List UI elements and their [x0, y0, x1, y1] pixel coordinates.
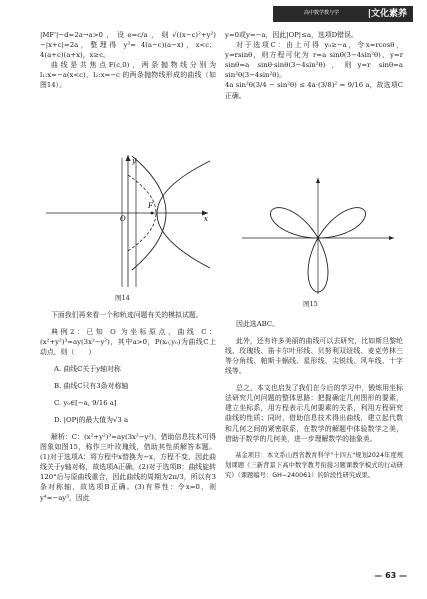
left-paragraph: 下面我们再来看一个和轨迹问题有关的模拟试题。 [51, 310, 203, 319]
option-c: C. y₀∈[−a, 9/16 a] [54, 399, 117, 408]
left-paragraph: |MF'|−d=2a→a>0，设e=c/a，则√((x−c)²+y²)−|x+c|=2a，整理得 y²= 4(a−c)(a−x)，x<c； 4(a+c)(a+x)，x≥c。 [40, 31, 216, 60]
left-column-bottom [40, 303, 216, 510]
axis-label-y: y [132, 157, 136, 165]
left-paragraph: 曲线是共焦点F(c,0)，两条抛物线分别为 l₁:x=−a(x<c)，l₂:x=−c 的两条抛物线形成的曲线（如图14）。 [40, 61, 216, 90]
header-title: |文化素养 [367, 9, 407, 19]
example-statement: 典例2：已知 O 为坐标原点，曲线 C：(x²+y²)³=ay(3x²−y²)，其中a>0，P(x₀,y₀)为曲线C上动点，则（ ） [40, 327, 216, 357]
fund-note: 基金项目：本文系山西省教育科学"十四五"规划2024年度规划课题《三新背景下高中数学教考衔接习题课教学模式的行动研究》（课题编号：GH−240061）的阶段性研究成果。 [225, 451, 403, 479]
axis-label-x: x [204, 215, 208, 223]
right-paragraph: 此外，还有许多美丽的曲线可以去研究，比如斯旦黎纶线、玫瑰线、笛卡尔叶形线、贝努利双纽线、麦克劳林三等分角线、帕斯卡蜗线、星形线、尖锐线、风车线、十字线等。 [225, 336, 403, 376]
figure-15-caption: 图15 [303, 300, 318, 308]
summary-paragraph: 总之，本文也启发了我们在今后的学习中，锻炼用坐标法研究几何问题的整体思路：把握确定几何图形的要素，建立坐标系，用方程表示几何要素的关系，利用方程研究曲线的性质；同时，借助信息技术得出曲线，建立起代数和几何之间的紧密联系，在数学的解题中体验数学之美，借助于数学的几何美，进一步理解数学的抽象美。 [225, 384, 403, 443]
right-column-bottom [225, 312, 403, 487]
figure-14 [44, 153, 212, 289]
page-number: — 63 — [374, 571, 407, 580]
right-paragraph: y=0或y=−a，因此|OP|≤a，选项D错误。 [225, 31, 358, 39]
figure-15 [238, 176, 398, 296]
focus-point [151, 212, 154, 215]
y-axis-arrow [316, 178, 320, 183]
origin-label: O [120, 215, 126, 223]
option-d: D. |OP|的最大值为√3 a [54, 416, 129, 424]
figure-14-caption: 图14 [115, 294, 130, 302]
y-axis-arrow [126, 155, 131, 161]
solution-paragraph: 解析：C：(x²+y²)³=ay(3x²−y²)，借助信息技术可得图象如图15，称作三叶玫瑰线，借助其性质解答本题。(1)对于选项A：将方程中x替换为−x，方程不变，因此曲线关于y轴对称，故选项A正确。(2)对于选项B：曲线旋转120°后与原曲线重合，因此曲线的周期为2π/3，所以有3条对称轴，故选项B正确。(3)有界性：令x=0，则y⁴=−ay³，因此 [40, 432, 216, 502]
x-axis-arrow [389, 236, 394, 240]
right-paragraph: 4a sin²θ(3/4 − sin²θ) ≤ 4a·(3/8)² = 9/16 a，故选项C正确。 [225, 81, 403, 100]
right-paragraph: 对于选项C：由上可得 y₀≥−a，令x=rcosθ，y=rsinθ，则方程可化为 r=a sinθ(3−4sin²θ)，y=r sinθ=a sinθ·sinθ(3−4sin²θ)，则y=r sinθ=a sin²θ(3−4sin²θ)。 [225, 41, 403, 80]
option-b: B. 曲线C只有3条对称轴 [54, 382, 129, 391]
answer-line: 因此选ABC。 [236, 319, 280, 328]
option-a: A. 曲线C关于y轴对称 [54, 365, 121, 374]
left-column-top [40, 30, 216, 91]
header-subtitle: 高中数学教与学 [303, 10, 339, 16]
focus-label: F [148, 202, 153, 210]
right-column-top [225, 30, 403, 101]
